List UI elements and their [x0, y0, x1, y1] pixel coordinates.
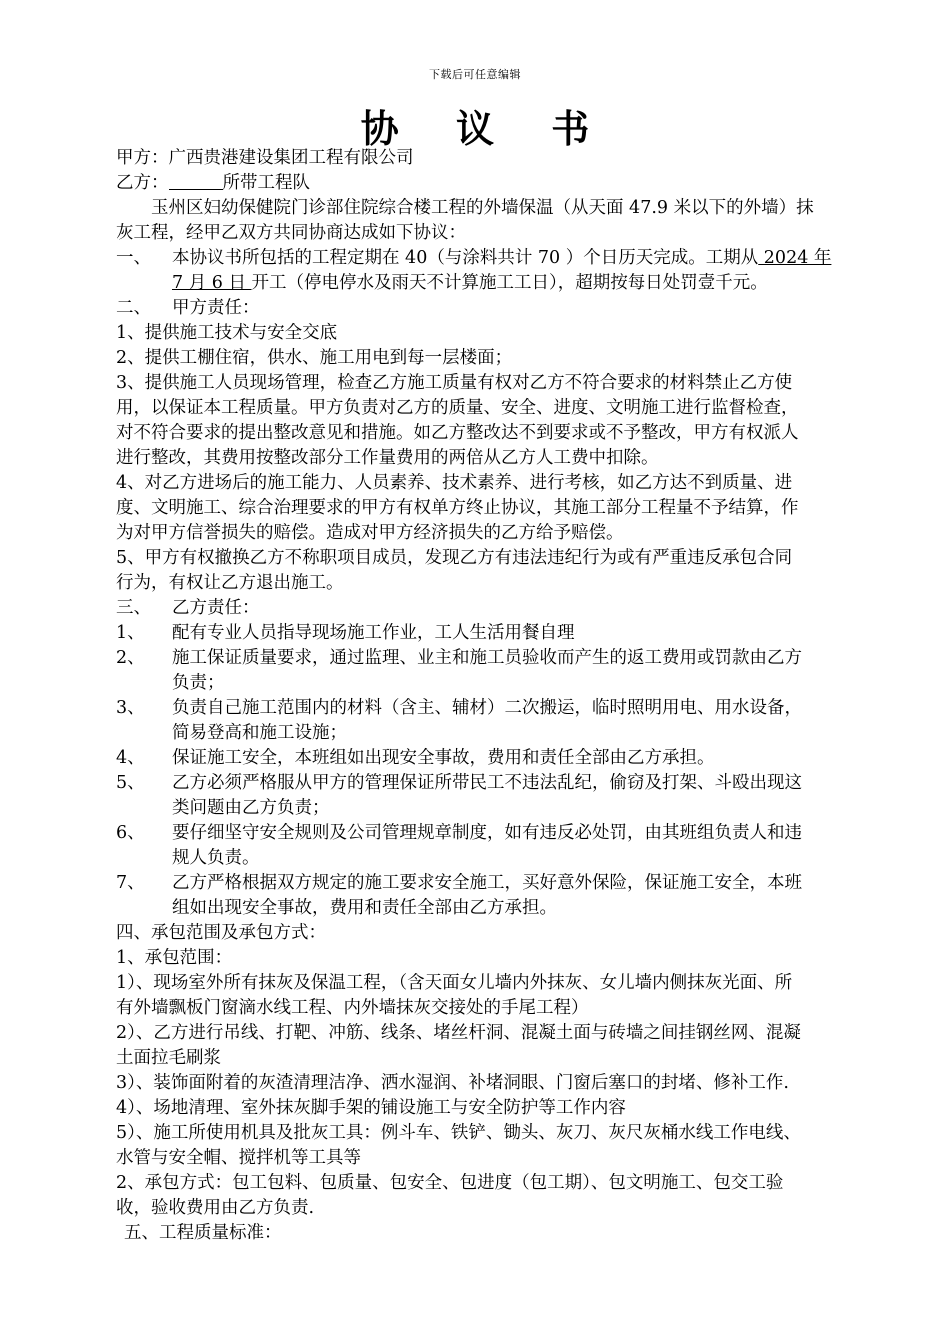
- section-4-line: 四、承包范围及承包方式：: [116, 923, 326, 943]
- section-5-heading: 五、工程质量标准：: [124, 1223, 282, 1243]
- list-item-number: 3、: [116, 698, 145, 718]
- section-2-line: 1、提供施工技术与安全交底: [116, 323, 338, 343]
- clause-1-date: 7 月 6 日: [172, 273, 252, 293]
- clause-1-line: [116, 271, 866, 296]
- party-b-line: [116, 171, 866, 196]
- section-2-heading: [116, 296, 866, 321]
- section-4-line: 5）、施工所使用机具及批灰工具：例斗车、铁铲、锄头、灰刀、灰尺灰桶水线工作电线、: [116, 1123, 801, 1143]
- section-4-line: 2、承包方式：包工包料、包质量、包安全、包进度（包工期）、包文明施工、包交工验: [116, 1173, 784, 1193]
- list-item-number: 6、: [116, 823, 145, 843]
- list-item-text: 施工保证质量要求，通过监理、业主和施工员验收而产生的返工费用或罚款由乙方: [172, 648, 802, 668]
- list-item-text: 负责自己施工范围内的材料（含主、辅材）二次搬运，临时照明用电、用水设备，: [172, 698, 802, 718]
- section-4-line: 3）、装饰面附着的灰渣清理洁净、洒水湿润、补堵洞眼、门窗后塞口的封堵、修补工作.: [116, 1073, 789, 1093]
- section-number: 三、: [116, 598, 151, 618]
- section-3-heading: [116, 596, 866, 621]
- section-2-line: 3、提供施工人员现场管理，检查乙方施工质量有权对乙方不符合要求的材料禁止乙方使: [116, 373, 793, 393]
- section-4-line: 1、承包范围：: [116, 948, 233, 968]
- list-item-text: 乙方必须严格服从甲方的管理保证所带民工不违法乱纪，偷窃及打架、斗殴出现这: [172, 773, 802, 793]
- party-b-blank: [169, 171, 223, 190]
- list-item-continuation: 负责；: [172, 673, 225, 693]
- clause-1-text: 本协议书所包括的工程定期在 40（与涂料共计 70 ）个日历天完成。工期从: [172, 248, 759, 268]
- list-item-text: 保证施工安全，本班组如出现安全事故，费用和责任全部由乙方承担。: [172, 748, 715, 768]
- list-item-continuation: 规人负责。: [172, 848, 260, 868]
- intro-line: 玉州区妇幼保健院门诊部住院综合楼工程的外墙保温（从天面 47.9 米以下的外墙）抹: [151, 198, 814, 218]
- section-title: 乙方责任：: [172, 598, 260, 618]
- document-body: [116, 146, 866, 1246]
- section-4-line: 有外墙飘板门窗滴水线工程、内外墙抹灰交接处的手尾工程）: [116, 998, 589, 1018]
- list-item-number: 1、: [116, 623, 145, 643]
- section-4-line: 土面拉毛刷浆: [116, 1048, 221, 1068]
- header-note: 下载后可任意编辑: [429, 68, 521, 81]
- clause-1-text: 开工（停电停水及雨天不计算施工工日），超期按每日处罚壹千元。: [251, 273, 768, 293]
- list-item: [116, 696, 866, 721]
- list-item-continuation: 组如出现安全事故，费用和责任全部由乙方承担。: [172, 898, 557, 918]
- list-item-text: 乙方严格根据双方规定的施工要求安全施工，买好意外保险，保证施工安全，本班: [172, 873, 802, 893]
- list-item-continuation: 类问题由乙方负责；: [172, 798, 330, 818]
- section-2-line: 度、文明施工、综合治理要求的甲方有权单方终止协议，其施工部分工程量不予结算，作: [116, 498, 799, 518]
- clause-1-line: [116, 246, 866, 271]
- intro-line: 灰工程，经甲乙双方共同协商达成如下协议：: [116, 223, 466, 243]
- list-item: [116, 871, 866, 896]
- list-item: [116, 746, 866, 771]
- section-2-line: 2、提供工棚住宿，供水、施工用电到每一层楼面；: [116, 348, 513, 368]
- list-item-text: 要仔细坚守安全规则及公司管理规章制度，如有违反必处罚，由其班组负责人和违: [172, 823, 802, 843]
- section-4-line: 1）、现场室外所有抹灰及保温工程，（含天面女儿墙内外抹灰、女儿墙内侧抹灰光面、所: [116, 973, 793, 993]
- clause-1-year: 2024 年: [758, 248, 832, 268]
- party-b-suffix: 所带工程队: [222, 173, 310, 193]
- section-3-body: [116, 621, 866, 921]
- section-4-body: [116, 921, 866, 1221]
- section-2-line: 进行整改，其费用按整改部分工作量费用的两倍从乙方人工费中扣除。: [116, 448, 659, 468]
- party-a-line: 甲方：广西贵港建设集团工程有限公司: [116, 148, 414, 168]
- clause-number: 一、: [116, 248, 151, 268]
- section-2-line: 用，以保证本工程质量。甲方负责对乙方的质量、安全、进度、文明施工进行监督检查，: [116, 398, 799, 418]
- list-item-number: 7、: [116, 873, 145, 893]
- list-item: [116, 821, 866, 846]
- section-2-line: 为对甲方信誉损失的赔偿。造成对甲方经济损失的乙方给予赔偿。: [116, 523, 624, 543]
- section-2-line: 4、对乙方进场后的施工能力、人员素养、技术素养、进行考核，如乙方达不到质量、进: [116, 473, 793, 493]
- section-4-line: 2）、乙方进行吊线、打靶、冲筋、线条、堵丝杆洞、混凝土面与砖墙之间挂钢丝网、混凝: [116, 1023, 801, 1043]
- list-item: [116, 771, 866, 796]
- list-item-continuation: 简易登高和施工设施；: [172, 723, 347, 743]
- party-b-prefix: 乙方：: [116, 173, 169, 193]
- section-4-line: 4）、场地清理、室外抹灰脚手架的铺设施工与安全防护等工作内容: [116, 1098, 626, 1118]
- section-2-line: 5、甲方有权撤换乙方不称职项目成员，发现乙方有违法违纪行为或有严重违反承包合同: [116, 548, 793, 568]
- list-item-text: 配有专业人员指导现场施工作业，工人生活用餐自理: [172, 623, 575, 643]
- document-title: 协 议 书: [360, 107, 612, 151]
- list-item: [116, 646, 866, 671]
- section-title: 甲方责任：: [172, 298, 260, 318]
- section-2-body: [116, 321, 866, 596]
- list-item: [116, 621, 866, 646]
- list-item-number: 2、: [116, 648, 145, 668]
- section-4-line: 收，验收费用由乙方负责.: [116, 1198, 315, 1218]
- list-item-number: 4、: [116, 748, 145, 768]
- section-2-line: 对不符合要求的提出整改意见和措施。如乙方整改达不到要求或不予整改，甲方有权派人: [116, 423, 799, 443]
- list-item-number: 5、: [116, 773, 145, 793]
- section-number: 二、: [116, 298, 151, 318]
- section-2-line: 行为，有权让乙方退出施工。: [116, 573, 344, 593]
- section-4-line: 水管与安全帽、搅拌机等工具等: [116, 1148, 361, 1168]
